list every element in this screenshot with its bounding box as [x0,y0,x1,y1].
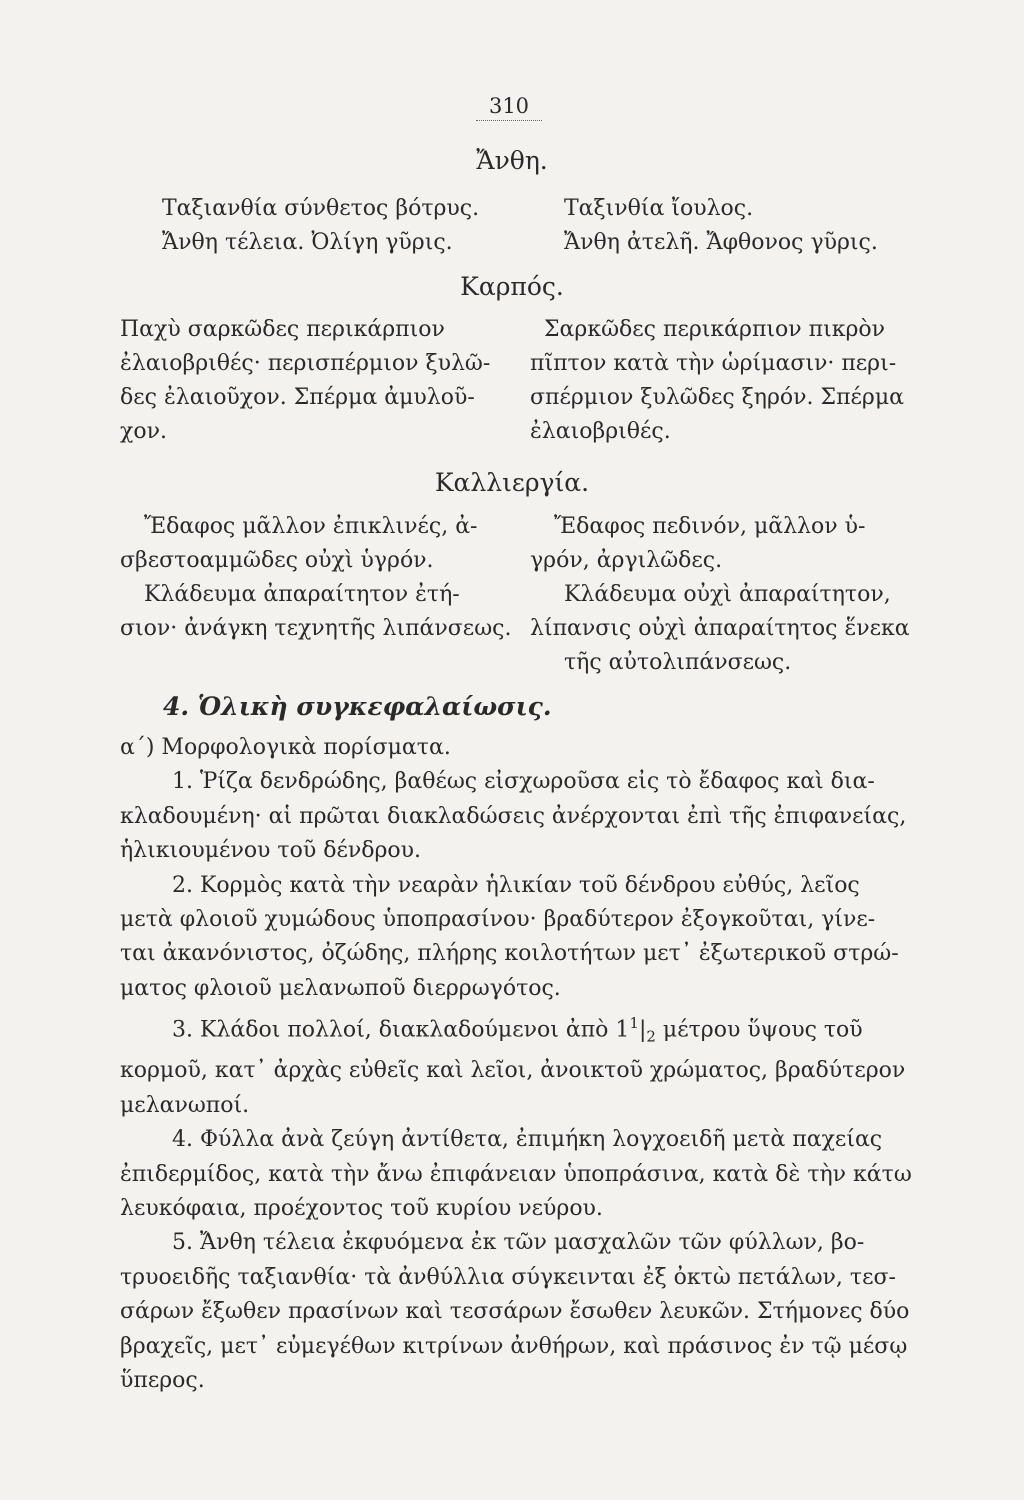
item-2-line: μετὰ φλοιοῦ χυμώδους ὑποπρασίνου· βραδύτερον ἐξογκοῦται, γίνε- [120,907,876,933]
item-3-line: μελανωποί. [120,1092,250,1118]
section-title: 4. Ὁλικὴ συγκεφαλαίωσις. [163,692,552,721]
cultivation-left-line: Κλάδευμα ἀπαραίτητον ἐτή- [144,582,460,607]
item-5-line: ὕπερος. [120,1368,205,1394]
fruit-left-column [120,313,500,449]
flowers-left-line: Ἄνθη τέλεια. Ὀλίγη γῦρις. [162,230,453,255]
item-3-end: μέτρου ὕψους τοῦ [655,1017,863,1043]
item-4-line: 4. Φύλλα ἀνὰ ζεύγη ἀντίθετα, ἐπιμήκη λογχοειδῆ μετὰ παχείας [172,1127,883,1153]
flowers-right-line: Ἄνθη ἀτελῆ. Ἄφθονος γῦρις. [564,230,878,255]
item-2-line: 2. Κορμὸς κατὰ τὴν νεαρὰν ἡλικίαν τοῦ δένδρου εὐθύς, λεῖος [172,872,860,898]
cultivation-right-line: γρόν, ἀργιλῶδες. [530,548,723,573]
item-2-line: ται ἀκανόνιστος, ὀζώδης, πλήρης κοιλοτήτων μετ᾽ ἐξωτερικοῦ στρώ- [120,941,899,967]
fruit-right-line: σπέρμιον ξυλῶδες ξηρόν. Σπέρμα [530,385,905,410]
cultivation-right-line: τῆς αὐτολιπάνσεως. [564,650,792,675]
item-3-line: κορμοῦ, κατ᾽ ἀρχὰς εὐθεῖς καὶ λεῖοι, ἀνοικτοῦ χρώματος, βραδύτερον [120,1058,906,1084]
item-1-line: 1. Ῥίζα δενδρώδης, βαθέως εἰσχωροῦσα εἰς τὸ ἔδαφος καὶ δια- [172,769,875,795]
cultivation-left-line: Ἔδαφος μᾶλλον ἐπικλινές, ἀ- [144,514,478,539]
cultivation-left-line: σβεστοαμμῶδες οὐχὶ ὑγρόν. [120,548,434,573]
item-5-line: τρυοειδῆς ταξιανθία· τὰ ἀνθύλλια σύγκεινται ἐξ ὀκτὼ πετάλων, τεσ- [120,1264,896,1290]
summary-subtitle: α΄) Μορφολογικὰ πορίσματα. [120,735,451,760]
fruit-left-line: δες ἐλαιοῦχον. Σπέρμα ἀμυλοῦ- [120,385,475,410]
item-3-first-line: 3. Κλάδοι πολλοί, διακλαδούμενοι ἀπὸ $1^1|_2$ μέτρου ὕψους τοῦ [172,1014,863,1046]
fraction-denominator: 2 [646,1027,656,1046]
fraction-numerator: 1 [629,1014,639,1033]
item-3-start: 3. Κλάδοι πολλοί, διακλαδούμενοι ἀπὸ 1 [172,1017,630,1043]
item-1-line: ἡλικιουμένου τοῦ δένδρου. [120,838,422,864]
item-5-line: σάρων ἔξωθεν πρασίνων καὶ τεσσάρων ἔσωθεν λευκῶν. Στήμονες δύο [120,1299,910,1325]
page-number: 310 [476,94,542,121]
cultivation-right-column [530,510,930,680]
flowers-right-column [530,192,930,260]
fruit-right-line: πῖπτον κατὰ τὴν ὡρίμασιν· περι- [530,351,897,376]
cultivation-right-line: Κλάδευμα οὐχὶ ἀπαραίτητον, [564,582,891,607]
fruit-left-line: χον. [120,419,167,444]
item-2-line: ματος φλοιοῦ μελανωποῦ διερρωγότος. [120,975,561,1001]
fruit-right-line: Σαρκῶδες περικάρπιον πικρὸν [544,317,886,342]
flowers-right-line: Ταξινθία ἴουλος. [564,196,754,221]
item-4-line: λευκόφαια, προέχοντος τοῦ κυρίου νεύρου. [120,1196,603,1221]
flowers-left-line: Ταξιανθία σύνθετος βότρυς. [162,196,480,221]
heading-fruit: Καρπός. [460,272,564,301]
fruit-right-column [530,313,930,449]
fruit-left-line: Παχὺ σαρκῶδες περικάρπιον [120,317,445,342]
flowers-left-column [120,192,500,260]
heading-cultivation: Καλλιεργία. [434,468,590,497]
item-5-line: 5. Ἄνθη τέλεια ἐκφυόμενα ἐκ τῶν μασχαλῶν τῶν φύλλων, βο- [172,1230,865,1256]
item-1-line: κλαδουμένη· αἱ πρῶται διακλαδώσεις ἀνέρχονται ἐπὶ τῆς ἐπιφανείας, [120,803,907,829]
cultivation-left-column [120,510,512,646]
cultivation-right-line: λίπανσις οὐχὶ ἀπαραίτητος ἕνεκα [530,616,910,641]
heading-flowers: Ἄνθη. [476,146,548,175]
cultivation-right-line: Ἔδαφος πεδινόν, μᾶλλον ὑ- [554,514,866,539]
fruit-right-line: ἐλαιοβριθές. [530,419,671,444]
item-4-line: ἐπιδερμίδος, κατὰ τὴν ἄνω ἐπιφάνειαν ὑποπράσινα, κατὰ δὲ τὴν κάτω [120,1161,912,1187]
cultivation-left-line: σιον· ἀνάγκη τεχνητῆς λιπάνσεως. [120,616,512,641]
item-5-line: βραχεῖς, μετ᾽ εὐμεγέθων κιτρίνων ἀνθήρων, καὶ πράσινος ἐν τῷ μέσῳ [120,1333,908,1359]
fruit-left-line: ἐλαιοβριθές· περισπέρμιον ξυλῶ- [120,351,491,376]
summary-body [120,731,910,1398]
